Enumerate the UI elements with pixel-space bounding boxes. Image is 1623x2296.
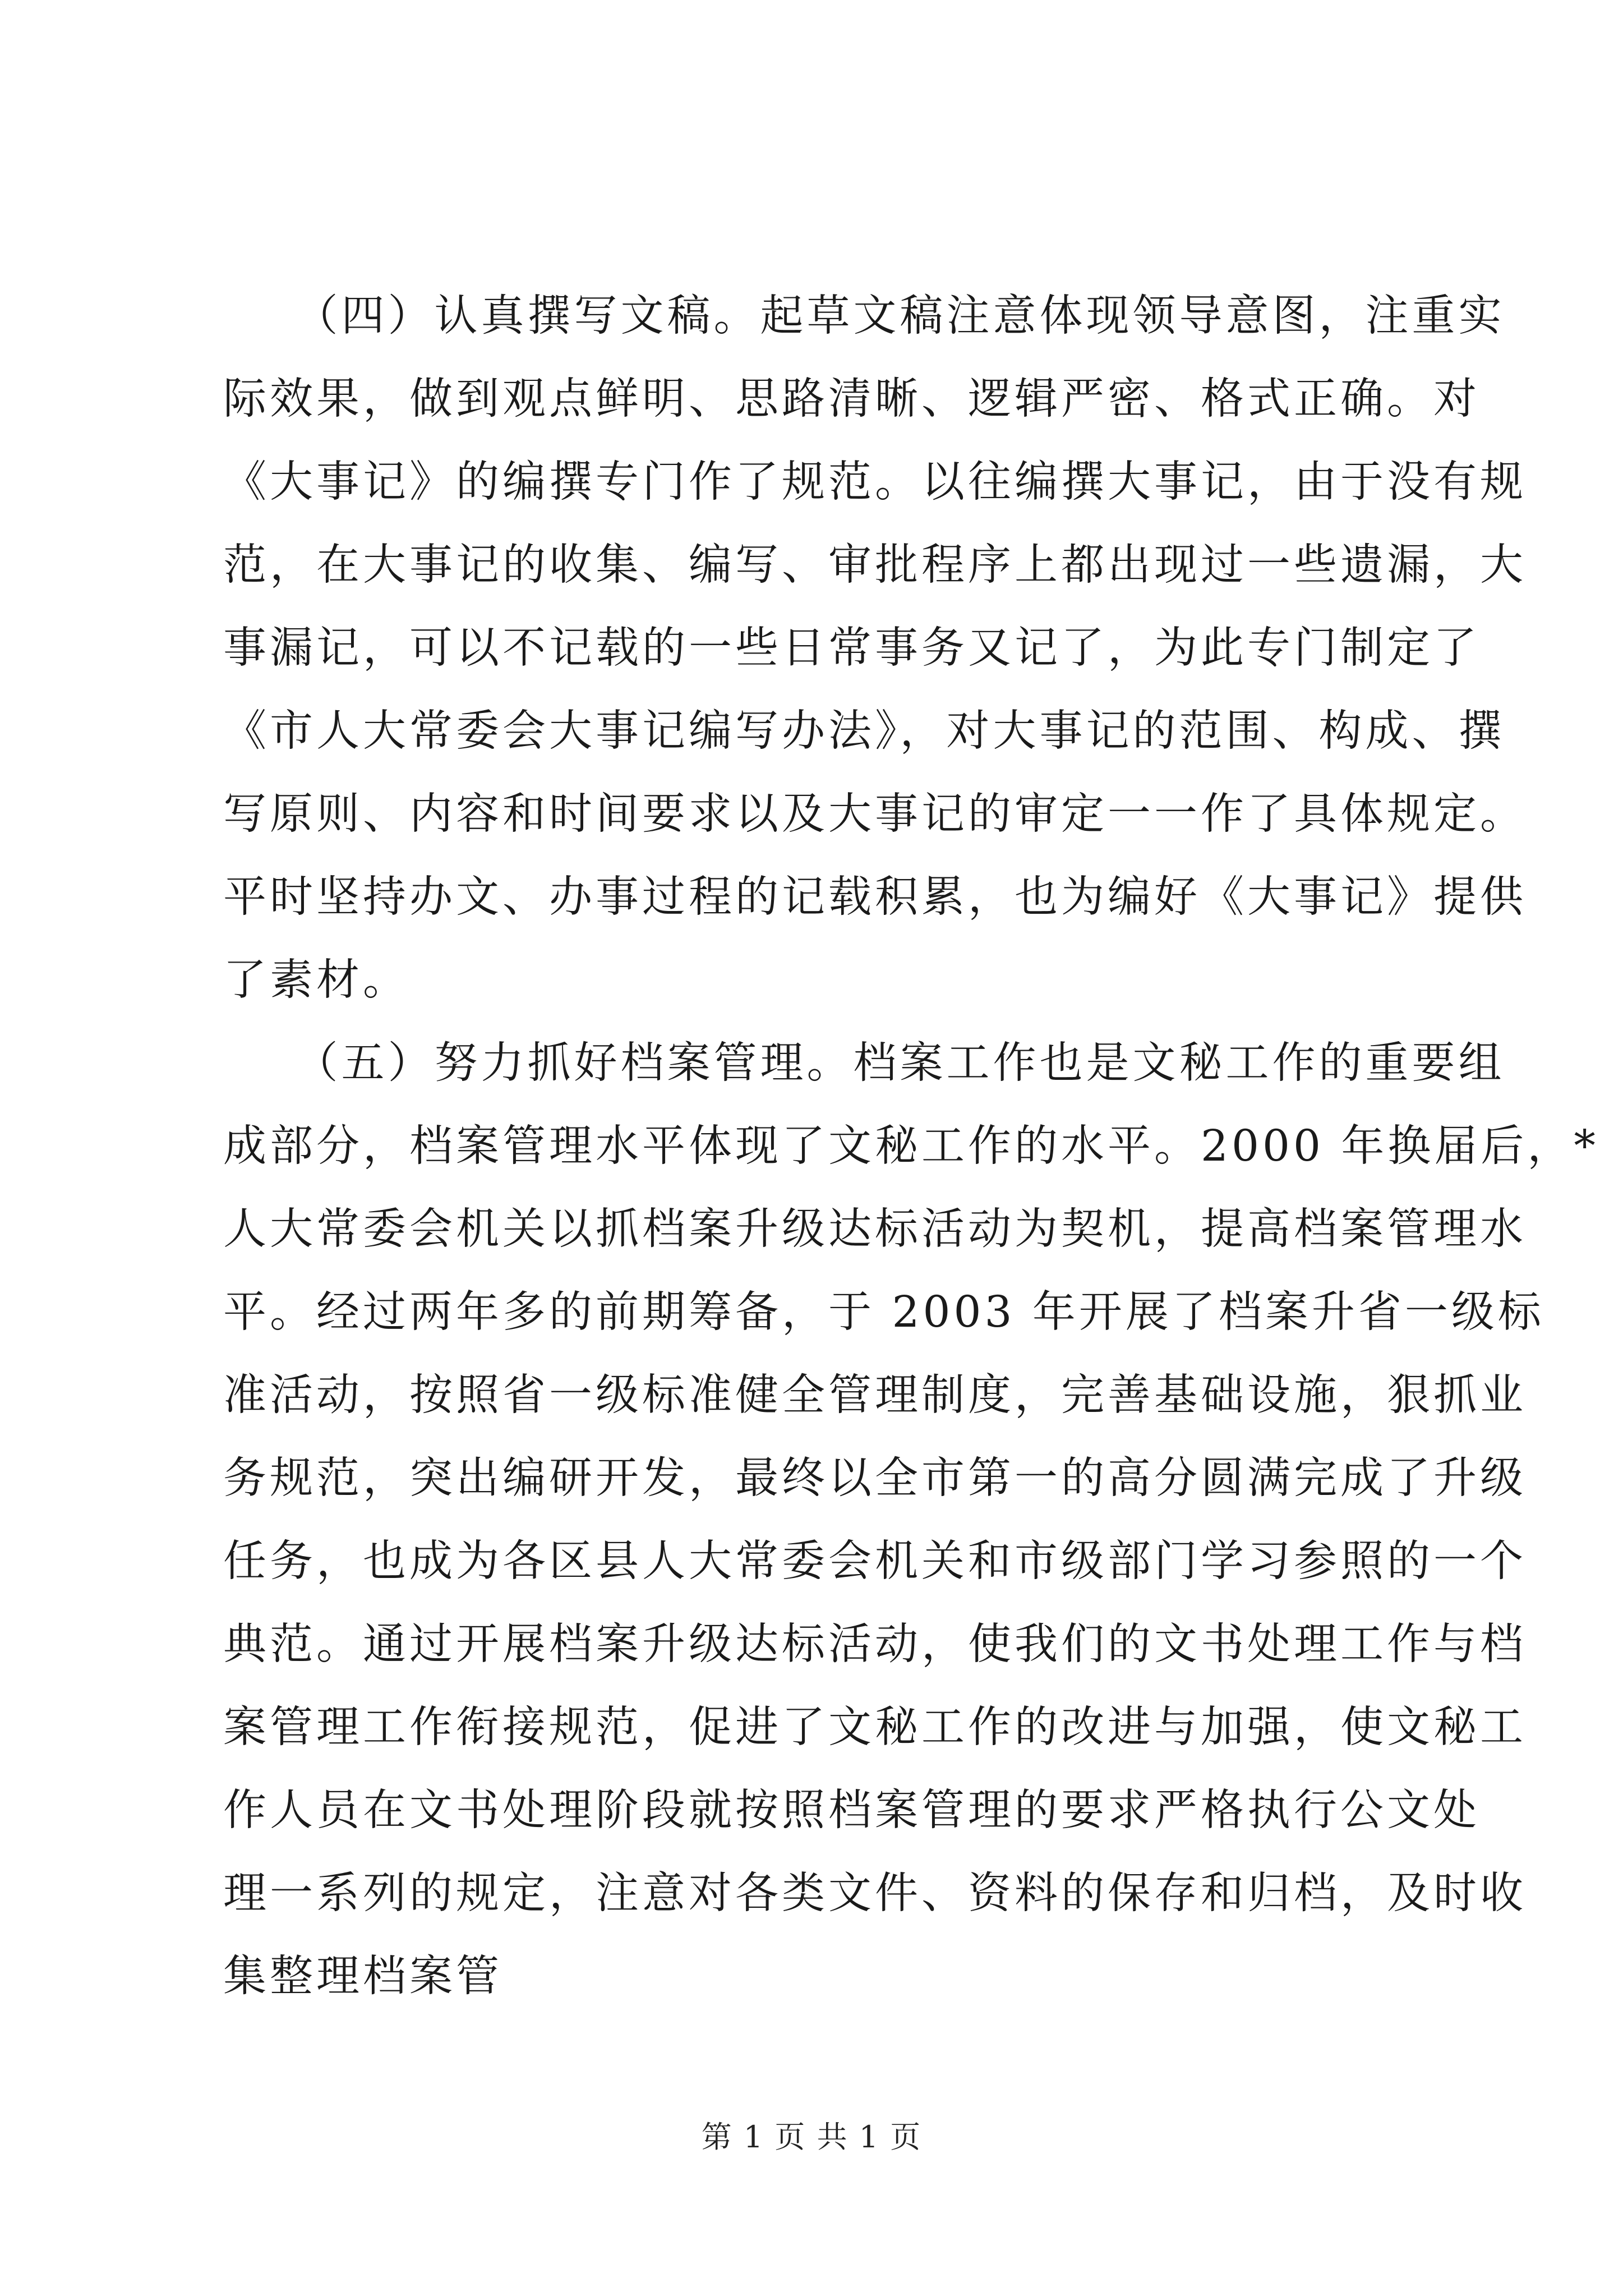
text-line: 理一系列的规定，注意对各类文件、资料的保存和归档，及时收 (223, 1869, 1527, 1918)
text-line: 典范。通过开展档案升级达标活动，使我们的文书处理工作与档 (223, 1619, 1527, 1669)
text-line: （四）认真撰写文稿。起草文稿注意体现领导意图，注重实 (223, 291, 1505, 341)
text-line: 范，在大事记的收集、编写、审批程序上都出现过一些遗漏，大 (223, 540, 1527, 590)
text-line: 平。经过两年多的前期筹备，于 2003 年开展了档案升省一级标 (223, 1287, 1544, 1337)
page-number-footer: 第 1 页 共 1 页 (701, 2119, 922, 2155)
text-line: 作人员在文书处理阶段就按照档案管理的要求严格执行公文处 (223, 1786, 1480, 1835)
document-body (223, 275, 1599, 2018)
text-line: 写原则、内容和时间要求以及大事记的审定一一作了具体规定。 (223, 789, 1527, 839)
text-line: 了素材。 (223, 955, 409, 1005)
text-line: 《大事记》的编撰专门作了规范。以往编撰大事记，由于没有规 (223, 457, 1527, 507)
text-line: 成部分，档案管理水平体现了文秘工作的水平。2000 年换届后，* (223, 1121, 1599, 1171)
text-line: （五）努力抓好档案管理。档案工作也是文秘工作的重要组 (223, 1038, 1505, 1088)
text-line: 平时坚持办文、办事过程的记载积累，也为编好《大事记》提供 (223, 872, 1527, 922)
text-line: 《市人大常委会大事记编写办法》，对大事记的范围、构成、撰 (223, 706, 1505, 756)
text-line: 任务，也成为各区县人大常委会机关和市级部门学习参照的一个 (223, 1536, 1527, 1586)
text-line: 案管理工作衔接规范，促进了文秘工作的改进与加强，使文秘工 (223, 1703, 1527, 1752)
text-line: 准活动，按照省一级标准健全管理制度，完善基础设施，狠抓业 (223, 1370, 1527, 1420)
text-line: 集整理档案管 (223, 1952, 502, 2001)
text-line: 人大常委会机关以抓档案升级达标活动为契机，提高档案管理水 (223, 1204, 1527, 1254)
text-line: 事漏记，可以不记载的一些日常事务又记了，为此专门制定了 (223, 623, 1480, 673)
paragraph-section-4 (223, 275, 1527, 1022)
text-line: 际效果，做到观点鲜明、思路清晰、逻辑严密、格式正确。对 (223, 374, 1480, 424)
text-line: 务规范，突出编研开发，最终以全市第一的高分圆满完成了升级 (223, 1453, 1527, 1503)
paragraph-section-5 (223, 1022, 1599, 2018)
